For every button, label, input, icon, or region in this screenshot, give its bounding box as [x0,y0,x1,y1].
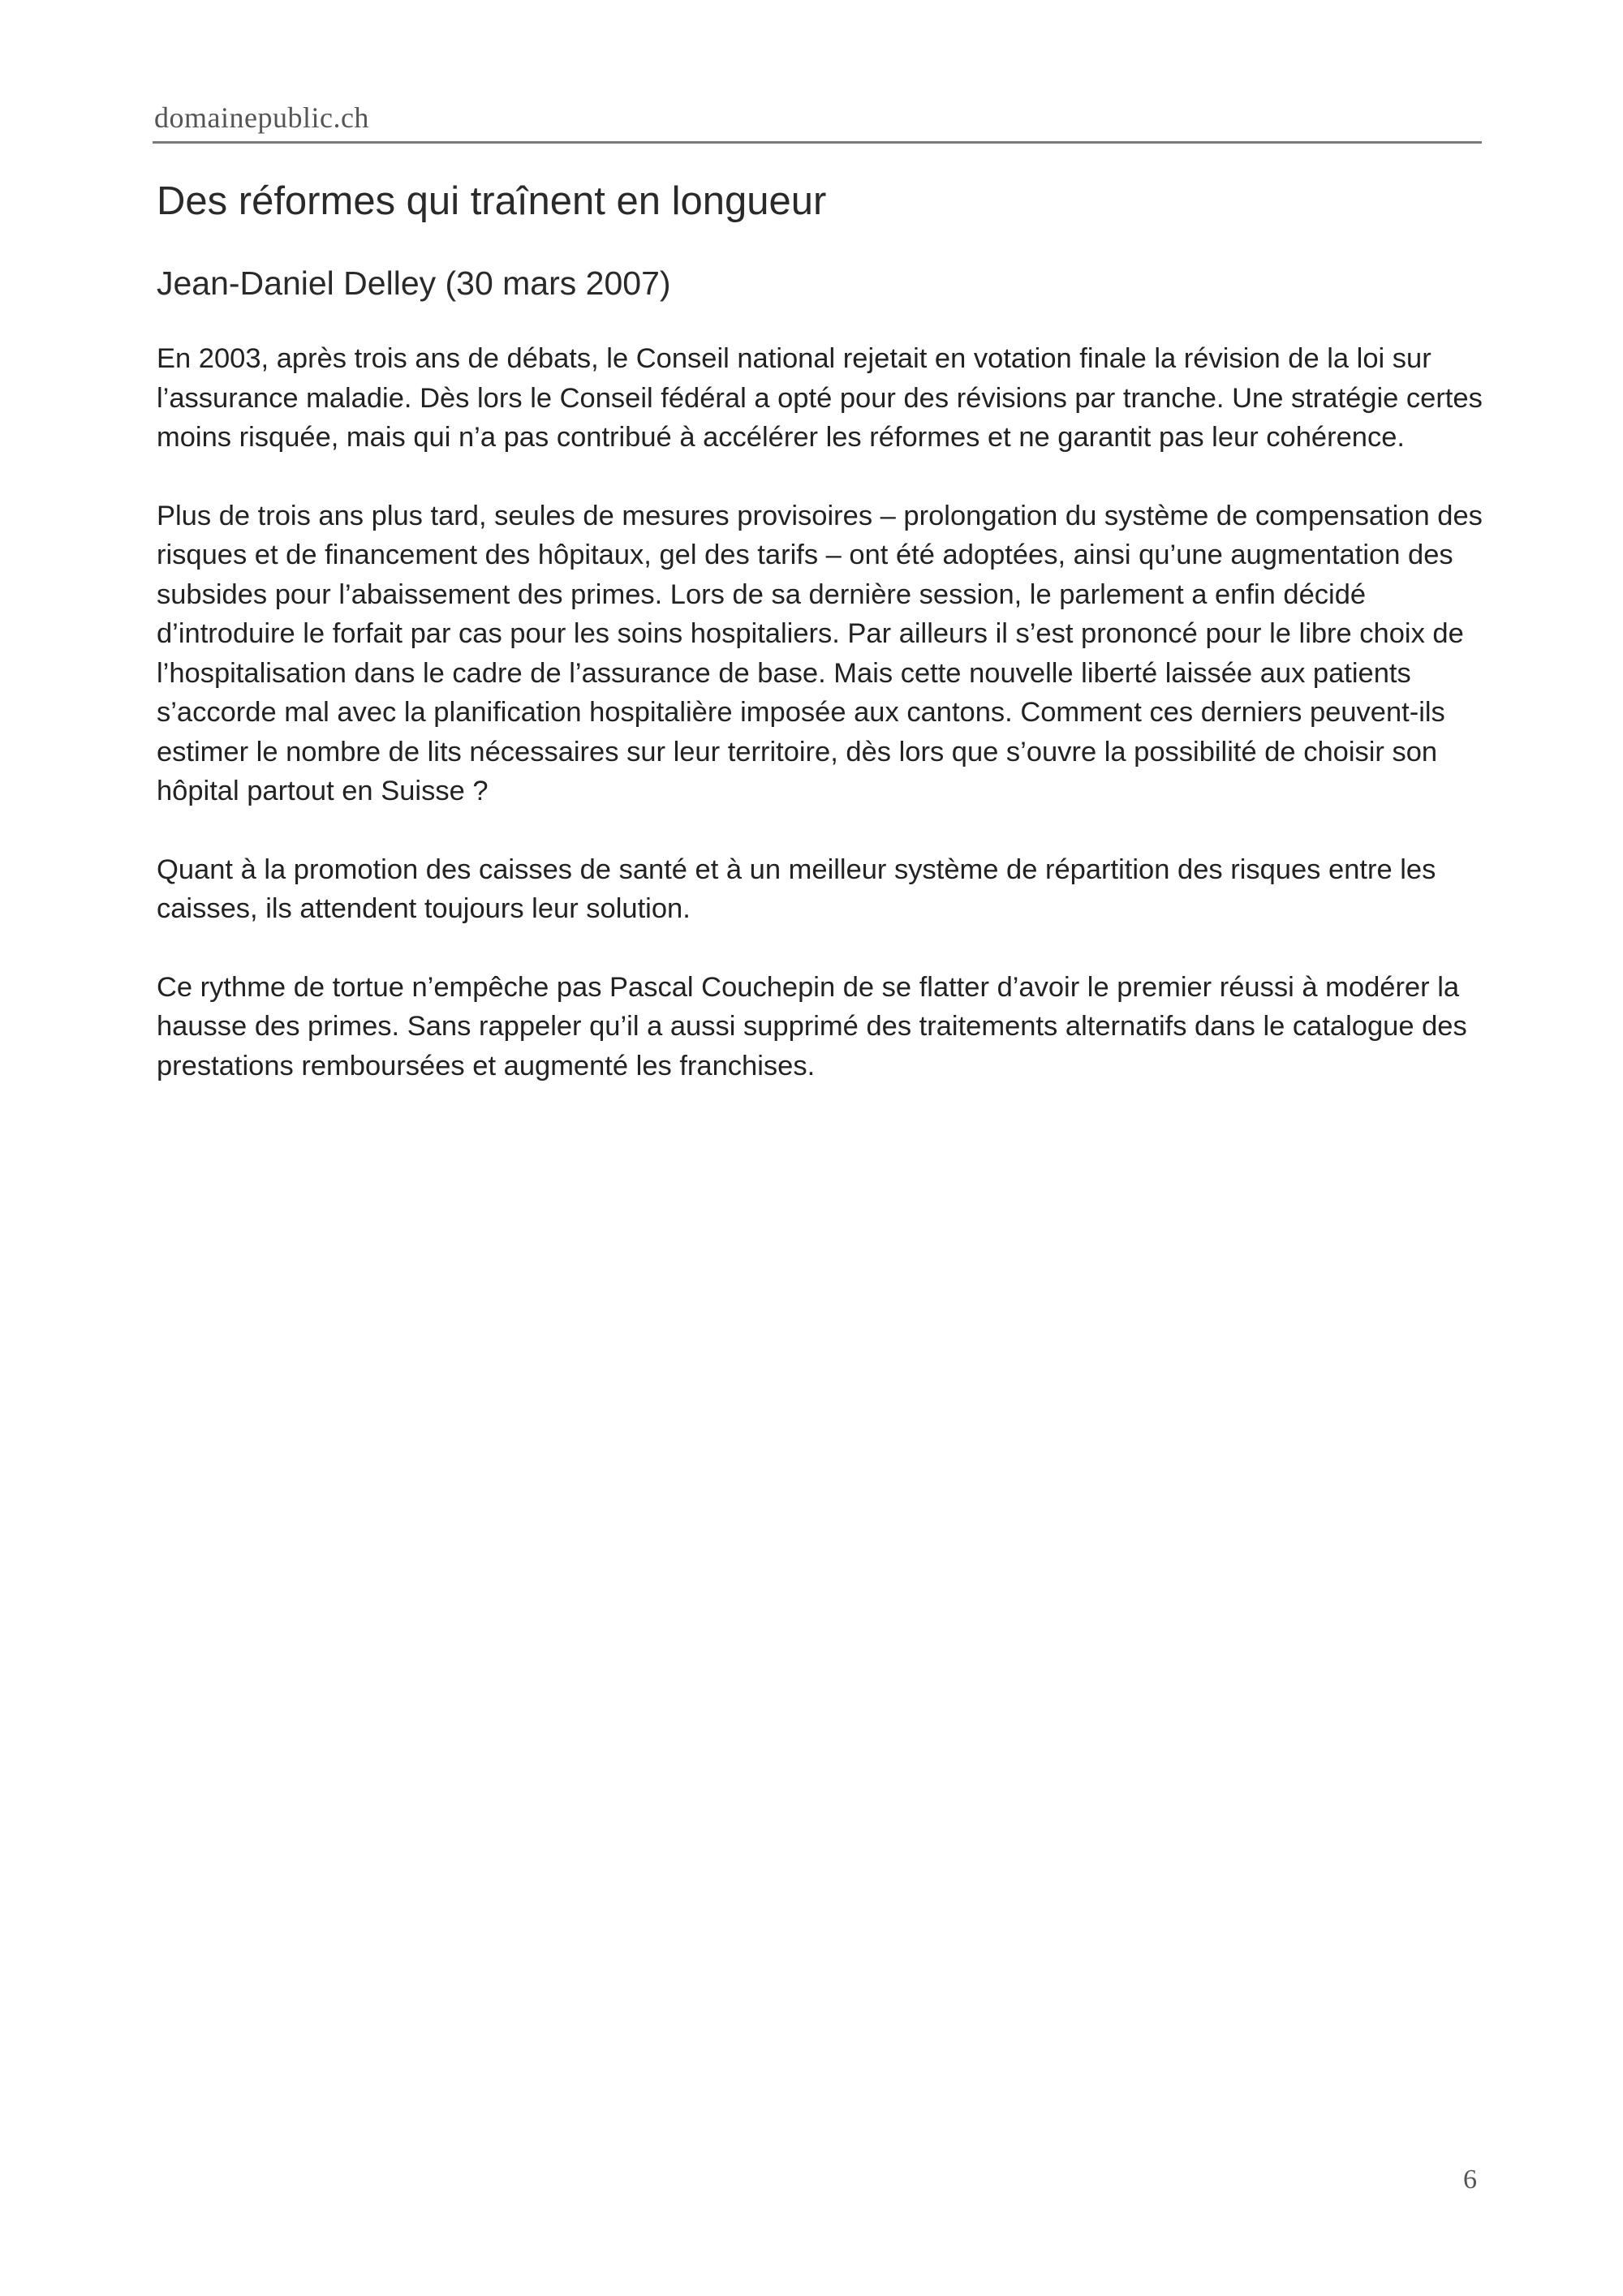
article-paragraph: Ce rythme de tortue n’empêche pas Pascal Couchepin de se flatter d’avoir le premier réussi à modérer la hausse des primes. Sans rappeler qu’il a aussi supprimé des traitements alternatifs dans le catalogue des prestations remboursées et augmenté les franchises. [157,971,1467,1081]
article-body [157,339,1487,1086]
site-header [153,96,1482,144]
page-number: 6 [1463,2165,1477,2195]
article-paragraph: En 2003, après trois ans de débats, le Conseil national rejetait en votation finale la révision de la loi sur l’assurance maladie. Dès lors le Conseil fédéral a opté pour des révisions par tranche. Une stratégie certes moins risquée, mais qui n’a pas contribué à accélérer les réformes et ne garantit pas leur cohérence. [157,343,1483,453]
article-paragraph: Quant à la promotion des caisses de santé et à un meilleur système de répartition des risques entre les caisses, ils attendent toujours leur solution. [157,853,1436,924]
article [157,170,1487,1086]
site-name: domainepublic.ch [154,101,369,134]
article-title: Des réformes qui traînent en longueur [157,179,827,223]
article-byline: Jean-Daniel Delley (30 mars 2007) [157,264,671,302]
article-paragraph: Plus de trois ans plus tard, seules de mesures provisoires – prolongation du système de compensation des risques et de financement des hôpitaux, gel des tarifs – ont été adoptées, ainsi qu’une augmentation des subsides pour l’abaissement des primes. Lors de sa dernière session, le parlement a enfin décidé d’introduire le forfait par cas pour les soins hospitaliers. Par ailleurs il s’est prononcé pour le libre choix de l’hospitalisation dans le cadre de l’assurance de base. Mais cette nouvelle liberté laissée aux patients s’accorde mal avec la planification hospitalière imposée aux cantons. Comment ces derniers peuvent-ils estimer le nombre de lits nécessaires sur leur territoire, dès lors que s’ouvre la possibilité de choisir son hôpital partout en Suisse ? [157,500,1483,806]
